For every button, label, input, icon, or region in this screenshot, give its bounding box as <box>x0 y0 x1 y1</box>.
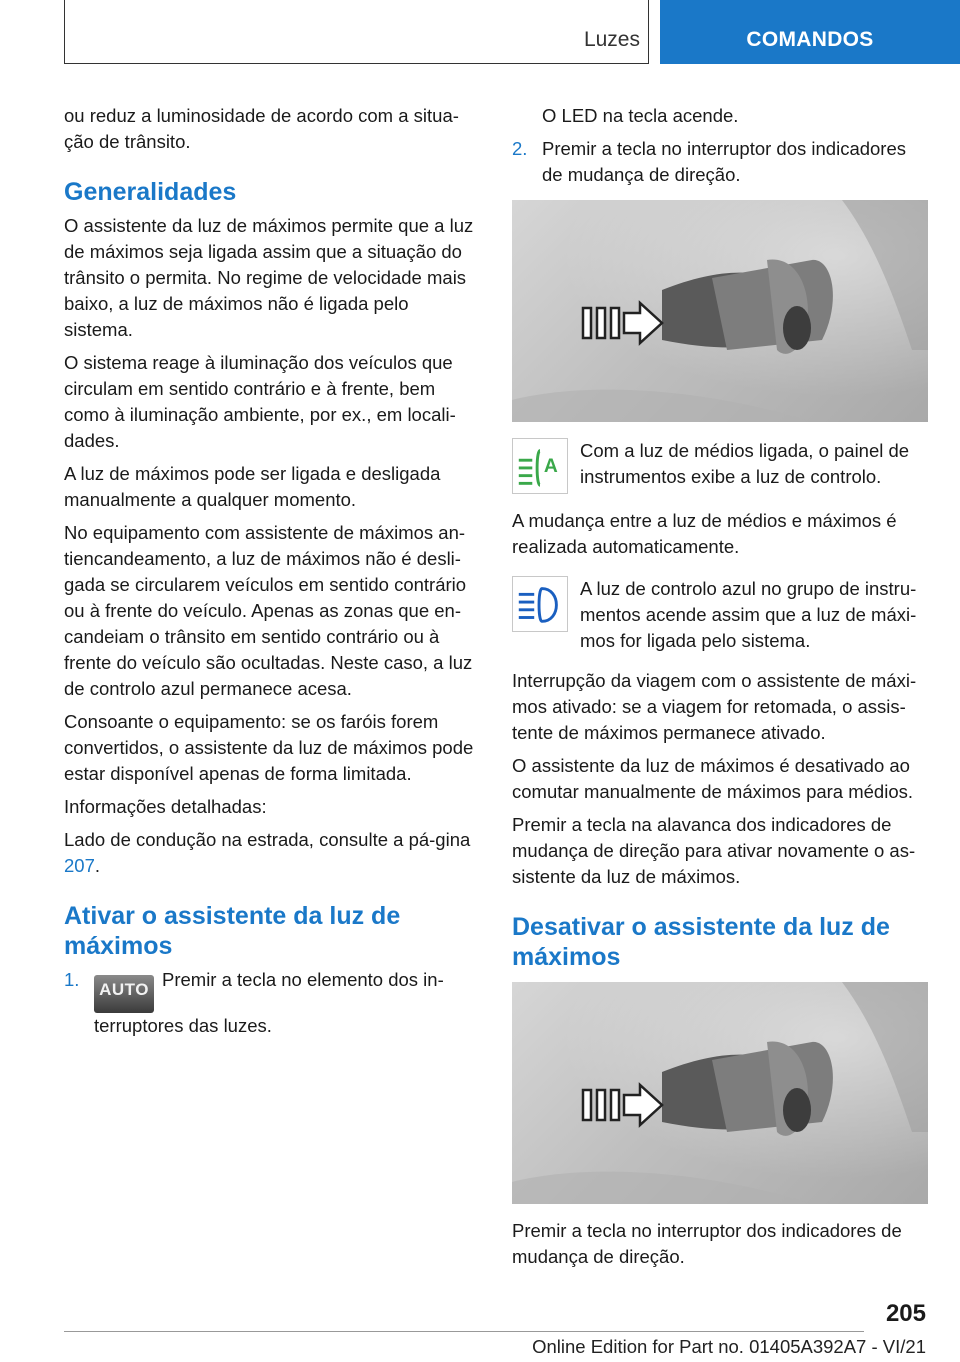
heading-activate: Ativar o assistente da luz de máximos <box>64 902 401 960</box>
turn-signal-stalk-illustration <box>512 200 928 422</box>
step-text: Premir a tecla no interruptor dos indicadores de mudança de direção. <box>542 138 907 185</box>
step-body <box>94 967 482 1039</box>
auto-key-icon: AUTO <box>94 975 154 1013</box>
indicator-blue-text: A luz de controlo azul no grupo de instru‐mentos acende assim que a luz de máxi‐mos for ligada pelo sistema. <box>580 578 917 651</box>
general-paragraph-5: Consoante o equipamento: se os faróis forem convertidos, o assistente da luz de máximos pode estar disponível apenas de forma limitada. <box>64 711 474 784</box>
general-paragraph-3: A luz de máximos pode ser ligada e desligada manualmente a qualquer momento. <box>64 463 441 510</box>
right-paragraph-4: Premir a tecla na alavanca dos indicadores de mudança de direção para ativar novamente o as‐sistente da luz de máximos. <box>512 814 916 887</box>
indicator-green-text: Com a luz de médios ligada, o painel de instrumentos exibe a luz de controlo. <box>580 440 910 487</box>
high-beam-indicator-icon <box>512 576 568 632</box>
heading-deactivate: Desativar o assistente da luz de máximos <box>512 913 890 971</box>
page-ref-link[interactable]: 207 <box>64 855 95 876</box>
right-column <box>512 103 928 1277</box>
right-paragraph-3: O assistente da luz de máximos é desativado ao comutar manualmente de máximos para médios. <box>512 755 914 802</box>
high-beam-assistant-indicator-icon <box>512 438 568 494</box>
indicator-row-green <box>512 438 928 494</box>
step-number: 1. <box>64 969 80 990</box>
general-paragraph-4: No equipamento com assistente de máximos an‐tiencandeamento, a luz de máximos não é desli‐gada se circularem veículos em sentido contrário ou à frente do veículo. Apenas as zonas que en‐candeiam o trânsito em sentido contrário ou à frente do veículo são ocultadas. Neste caso, a luz de controlo azul permanece acesa. <box>64 522 473 699</box>
general-paragraph-7 <box>64 827 482 879</box>
header-section-title: Luzes <box>583 28 640 51</box>
svg-text:A: A <box>543 455 558 477</box>
indicator-row-blue <box>512 576 928 654</box>
footer-edition-text: Online Edition for Part no. 01405A392A7 - VI/21 <box>532 1336 926 1357</box>
activate-step-1-continued <box>512 103 928 129</box>
footer-divider <box>64 1331 864 1332</box>
general-paragraph-1: O assistente da luz de máximos permite que a luz de máximos seja ligada assim que a situação do trânsito o permita. No regime de velocidade mais baixo, a luz de máximos não é ligada pelo sistema. <box>64 215 474 340</box>
right-paragraph-5: Premir a tecla no interruptor dos indicadores de mudança de direção. <box>512 1220 902 1267</box>
intro-paragraph: ou reduz a luminosidade de acordo com a situa‐ção de trânsito. <box>64 105 459 152</box>
general-paragraph-6: Informações detalhadas: <box>64 796 267 817</box>
page-ref-text: Lado de condução na estrada, consulte a pá‐gina <box>64 829 471 850</box>
general-paragraph-2: O sistema reage à iluminação dos veículos que circulam em sentido contrário e à frente, bem como à iluminação ambiente, por ex., em locali‐dades. <box>64 352 456 451</box>
header-chapter-tab: COMANDOS <box>660 0 960 64</box>
step-number: 2. <box>512 138 528 159</box>
header-section-box <box>64 0 649 64</box>
page-number: 205 <box>885 1300 926 1327</box>
activate-step-2 <box>512 136 928 188</box>
page-ref-suffix: . <box>94 855 101 876</box>
right-paragraph-2: Interrupção da viagem com o assistente de máxi‐mos ativado: se a viagem for retomada, o assis‐tente de máximos permanece ativado. <box>512 670 917 743</box>
turn-signal-stalk-image <box>512 200 928 422</box>
step-text: O LED na tecla acende. <box>542 105 739 126</box>
step-text: Premir a tecla no elemento dos in‐terruptores das luzes. <box>94 969 444 1036</box>
step-number-spacer <box>512 103 542 129</box>
activate-step-1 <box>64 967 482 1039</box>
turn-signal-stalk-illustration-2 <box>512 982 928 1204</box>
heading-generalidades: Generalidades <box>64 178 237 206</box>
right-paragraph-1: A mudança entre a luz de médios e máximos é realizada automaticamente. <box>512 510 897 557</box>
turn-signal-stalk-image-2 <box>512 982 928 1204</box>
left-column <box>64 103 482 1046</box>
